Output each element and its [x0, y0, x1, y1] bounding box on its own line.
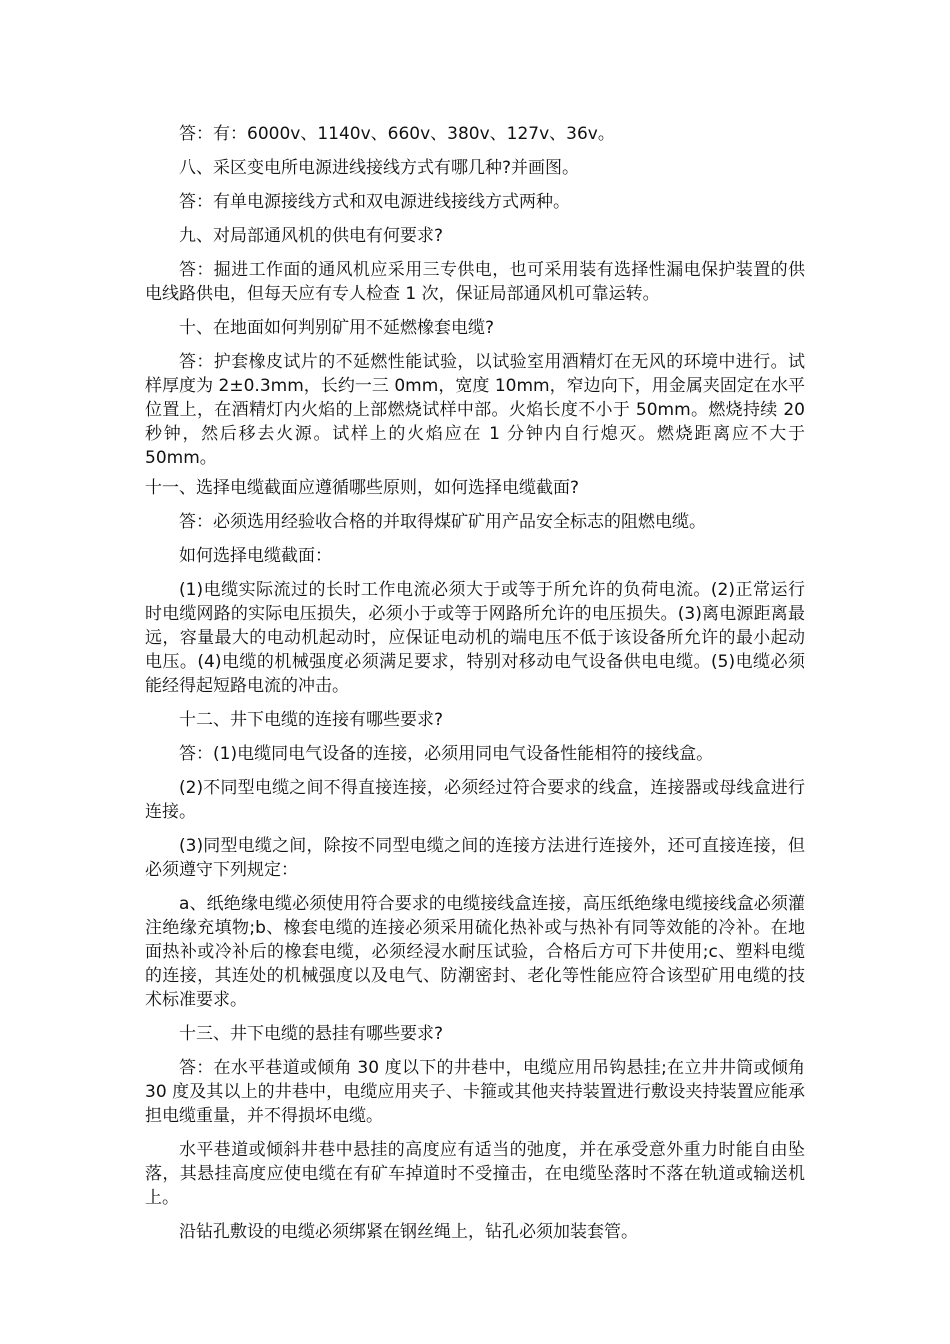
question-10-heading: 十、在地面如何判别矿用不延燃橡套电缆?: [179, 318, 495, 338]
answer-12-rules: a、纸绝缘电缆必须使用符合要求的电缆接线盒连接，高压纸绝缘电缆接线盒必须灌注绝缘充填物;b、橡套电缆的连接必须采用硫化热补或与热补有同等效能的冷补。在地面热补或冷补后的橡套电缆，必须经浸水耐压试验，合格后方可下井使用;c、塑料电缆的连接，其连处的机械强度以及电气、防潮密封、老化等性能应符合该型矿用电缆的技术标准要求。: [145, 894, 805, 1010]
answer-11-criteria: (1)电缆实际流过的长时工作电流必须大于或等于所允许的负荷电流。(2)正常运行时电缆网路的实际电压损失，必须小于或等于网路所允许的电压损失。(3)离电源距离最远，容量最大的电动机起动时，应保证电动机的端电压不低于该设备所允许的最小起动电压。(4)电缆的机械强度必须满足要求，特别对移动电气设备供电电缆。(5)电缆必须能经得起短路电流的冲击。: [145, 580, 805, 696]
answer-13: 答：在水平巷道或倾角 30 度以下的井巷中，电缆应用吊钩悬挂;在立井井筒或倾角 30 度及其以上的井巷中，电缆应用夹子、卡箍或其他夹持装置进行敷设夹持装置应能承担电缆重量，并不得损坏电缆。: [145, 1058, 805, 1126]
answer-11-subheading: 如何选择电缆截面：: [179, 546, 332, 566]
answer-10: 答：护套橡皮试片的不延燃性能试验，以试验室用酒精灯在无风的环境中进行。试样厚度为 2±0.3mm，长约一三 0mm，宽度 10mm，窄边向下，用金属夹固定在水平位置上，在酒精灯内火焰的上部燃烧试样中部。火焰长度不小于 50mm。燃烧持续 20 秒钟，然后移去火源。试样上的火焰应在 1 分钟内自行熄灭。燃烧距离应不大于 50mm。: [145, 352, 805, 468]
question-8-heading: 八、采区变电所电源进线接线方式有哪几种?并画图。: [179, 158, 580, 178]
answer-8: 答：有单电源接线方式和双电源进线接线方式两种。: [179, 192, 570, 212]
answer-12-item-1: 答：(1)电缆同电气设备的连接，必须用同电气设备性能相符的接线盒。: [179, 744, 714, 764]
question-11-heading: 十一、选择电缆截面应遵循哪些原则，如何选择电缆截面?: [145, 478, 580, 498]
answer-9: 答：掘进工作面的通风机应采用三专供电，也可采用装有选择性漏电保护装置的供电线路供电，但每天应有专人检查 1 次，保证局部通风机可靠运转。: [145, 260, 805, 304]
answer-12-item-3: (3)同型电缆之间，除按不同型电缆之间的连接方法进行连接外，还可直接连接，但必须遵守下列规定：: [145, 836, 805, 880]
document-body: [145, 122, 805, 1254]
answer-13-borehole: 沿钻孔敷设的电缆必须绑紧在钢丝绳上，钻孔必须加装套管。: [179, 1222, 638, 1242]
answer-12-item-2: (2)不同型电缆之间不得直接连接，必须经过符合要求的线盒，连接器或母线盒进行连接。: [145, 778, 805, 822]
question-13-heading: 十三、井下电缆的悬挂有哪些要求?: [179, 1024, 444, 1044]
answer-11: 答：必须选用经验收合格的并取得煤矿矿用产品安全标志的阻燃电缆。: [179, 512, 706, 532]
question-12-heading: 十二、井下电缆的连接有哪些要求?: [179, 710, 444, 730]
answer-voltage-levels: 答：有：6000v、1140v、660v、380v、127v、36v。: [179, 124, 615, 144]
question-9-heading: 九、对局部通风机的供电有何要求?: [179, 226, 444, 246]
answer-13-sag: 水平巷道或倾斜井巷中悬挂的高度应有适当的弛度，并在承受意外重力时能自由坠落，其悬挂高度应使电缆在有矿车掉道时不受撞击，在电缆坠落时不落在轨道或输送机上。: [145, 1140, 805, 1208]
